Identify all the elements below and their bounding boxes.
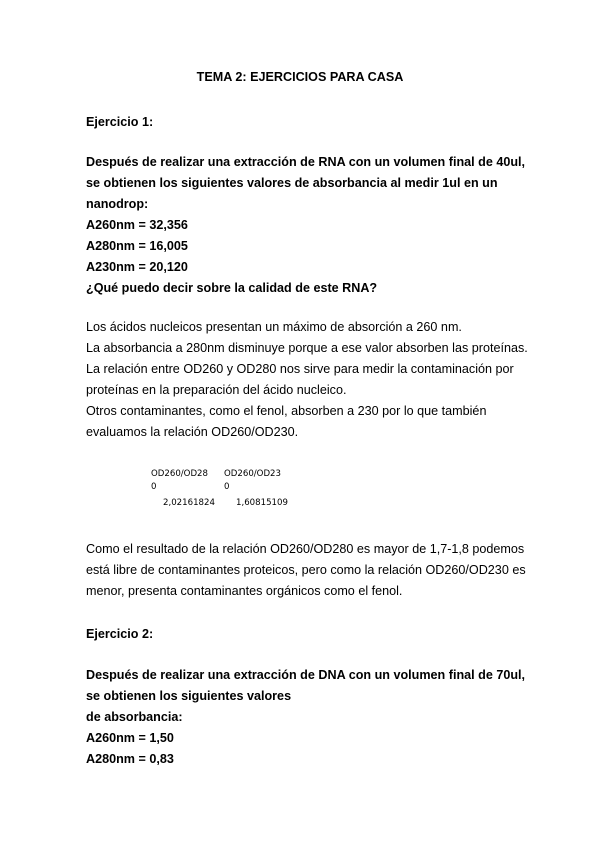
absorbance-a260: A260nm = 1,50 — [86, 731, 174, 745]
answer-line: Los ácidos nucleicos presentan un máximo de absorción a 260 nm. — [86, 320, 462, 334]
question-line: nanodrop: — [86, 197, 149, 211]
answer-line: proteínas en la preparación del ácido nucleico. — [86, 383, 347, 397]
question-line: Después de realizar una extracción de RNA con un volumen final de 40ul, — [86, 155, 526, 169]
ratio-table-value-2: 1,60815109 — [236, 498, 288, 508]
ratio-table-header-2b: 0 — [224, 482, 230, 492]
exercise-1-answer — [86, 317, 526, 443]
ratio-table-header-1b: 0 — [151, 482, 157, 492]
page-title: TEMA 2: EJERCICIOS PARA CASA — [196, 70, 404, 84]
question-line: Después de realizar una extracción de DNA con un volumen final de 70ul, — [86, 668, 526, 682]
question-line: se obtienen los siguientes valores de absorbancia al medir 1ul en un — [86, 176, 498, 190]
answer-line: La absorbancia a 280nm disminuye porque a ese valor absorben las proteínas. — [86, 341, 528, 355]
exercise-heading-text: Ejercicio 2: — [86, 627, 154, 641]
exercise-1-question — [86, 152, 526, 299]
question-line: de absorbancia: — [86, 710, 183, 724]
absorbance-a230: A230nm = 20,120 — [86, 260, 188, 274]
ratio-table-header-2a: OD260/OD23 — [224, 469, 281, 479]
exercise-1-heading — [86, 112, 526, 133]
absorbance-a280: A280nm = 0,83 — [86, 752, 174, 766]
question-line: ¿Qué puedo decir sobre la calidad de este RNA? — [86, 281, 378, 295]
conclusion-line: está libre de contaminantes proteicos, pero como la relación OD260/OD230 es — [86, 563, 526, 577]
ratio-table-value-1: 2,02161824 — [163, 498, 215, 508]
question-line: se obtienen los siguientes valores — [86, 689, 292, 703]
answer-line: evaluamos la relación OD260/OD230. — [86, 425, 299, 439]
absorbance-a280: A280nm = 16,005 — [86, 239, 188, 253]
exercise-1-conclusion — [86, 539, 526, 602]
conclusion-line: Como el resultado de la relación OD260/OD280 es mayor de 1,7-1,8 podemos — [86, 542, 525, 556]
answer-line: Otros contaminantes, como el fenol, absorben a 230 por lo que también — [86, 404, 487, 418]
conclusion-line: menor, presenta contaminantes orgánicos como el fenol. — [86, 584, 403, 598]
exercise-2-heading — [86, 624, 526, 645]
answer-line: La relación entre OD260 y OD280 nos sirve para medir la contaminación por — [86, 362, 514, 376]
exercise-2-question — [86, 665, 526, 770]
absorbance-a260: A260nm = 32,356 — [86, 218, 188, 232]
ratio-table-header-1a: OD260/OD28 — [151, 469, 208, 479]
exercise-heading-text: Ejercicio 1: — [86, 115, 154, 129]
